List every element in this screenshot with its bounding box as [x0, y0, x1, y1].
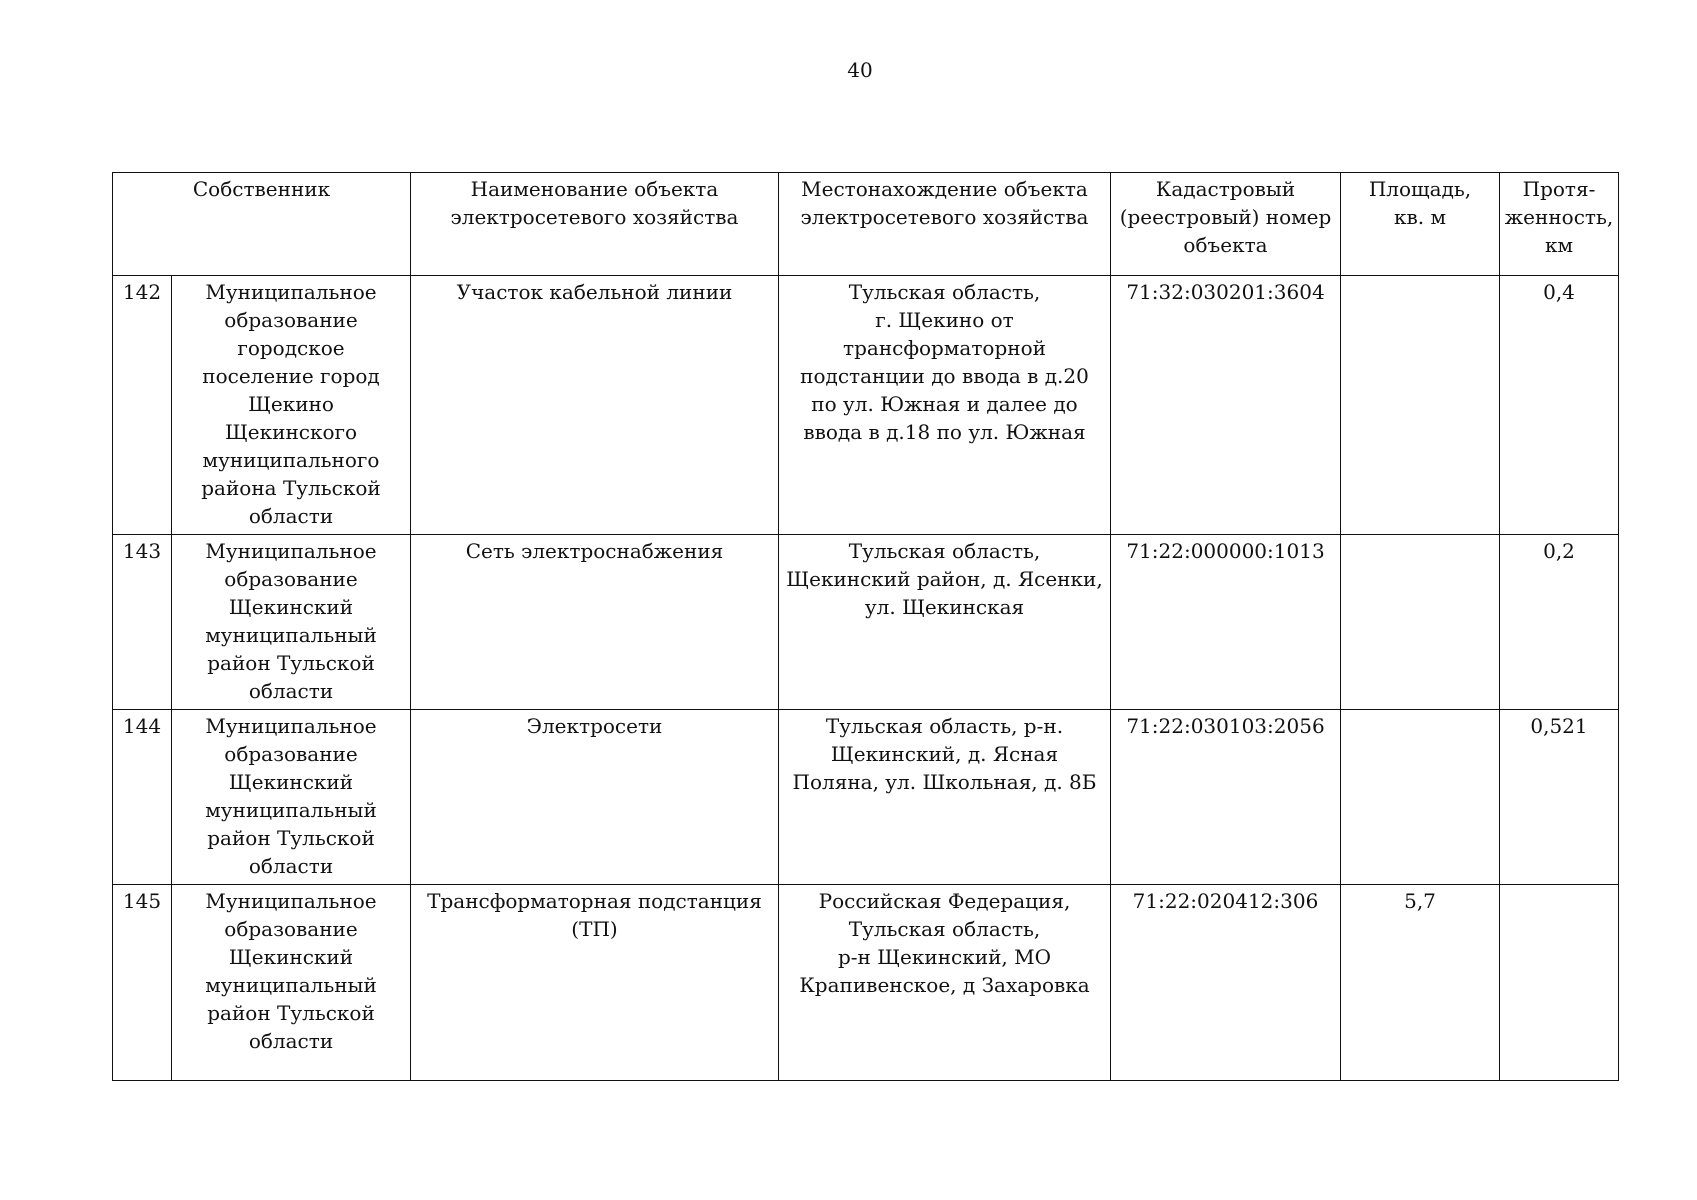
header-cadastral-number: Кадастровый (реестровый) номер объекта: [1111, 173, 1341, 276]
table-header-row: [113, 173, 1619, 276]
length-cell: 0,521: [1500, 710, 1619, 885]
length-cell: 0,2: [1500, 535, 1619, 710]
location-cell: Тульская область, р-н. Щекинский, д. Ясная Поляна, ул. Школьная, д. 8Б: [779, 710, 1111, 885]
header-location: Местонахождение объекта электросетевого хозяйства: [779, 173, 1111, 276]
owner-cell: Муниципальное образование Щекинский муниципальный район Тульской области: [172, 535, 411, 710]
object-name-cell: Трансформаторная подстанция (ТП): [411, 885, 779, 1081]
area-cell: [1341, 710, 1500, 885]
table-row: [113, 535, 1619, 710]
table-row: [113, 710, 1619, 885]
table-row: [113, 885, 1619, 1081]
cadastral-number-cell: 71:22:000000:1013: [1111, 535, 1341, 710]
length-cell: [1500, 885, 1619, 1081]
area-cell: [1341, 535, 1500, 710]
object-name-cell: Электросети: [411, 710, 779, 885]
electric-grid-objects-table: [112, 172, 1619, 1081]
area-cell: [1341, 276, 1500, 535]
row-number: 145: [113, 885, 172, 1081]
cadastral-number-cell: 71:32:030201:3604: [1111, 276, 1341, 535]
owner-cell: Муниципальное образование Щекинский муниципальный район Тульской области: [172, 710, 411, 885]
object-name-cell: Сеть электроснабжения: [411, 535, 779, 710]
owner-cell: Муниципальное образование городское поселение город Щекино Щекинского муниципального района Тульской области: [172, 276, 411, 535]
header-object-name: Наименование объекта электросетевого хозяйства: [411, 173, 779, 276]
table-row: [113, 276, 1619, 535]
location-cell: Российская Федерация, Тульская область, р-н Щекинский, МО Крапивенское, д Захаровка: [779, 885, 1111, 1081]
cadastral-number-cell: 71:22:030103:2056: [1111, 710, 1341, 885]
header-length: Протя- женность, км: [1500, 173, 1619, 276]
object-name-cell: Участок кабельной линии: [411, 276, 779, 535]
location-cell: Тульская область, г. Щекино от трансформаторной подстанции до ввода в д.20 по ул. Южная и далее до ввода в д.18 по ул. Южная: [779, 276, 1111, 535]
row-number: 142: [113, 276, 172, 535]
length-cell: 0,4: [1500, 276, 1619, 535]
header-area: Площадь, кв. м: [1341, 173, 1500, 276]
row-number: 144: [113, 710, 172, 885]
cadastral-number-cell: 71:22:020412:306: [1111, 885, 1341, 1081]
header-owner: Собственник: [113, 173, 411, 276]
page-number: 40: [847, 58, 873, 82]
area-cell: 5,7: [1341, 885, 1500, 1081]
location-cell: Тульская область, Щекинский район, д. Ясенки, ул. Щекинская: [779, 535, 1111, 710]
owner-cell: Муниципальное образование Щекинский муниципальный район Тульской области: [172, 885, 411, 1081]
row-number: 143: [113, 535, 172, 710]
